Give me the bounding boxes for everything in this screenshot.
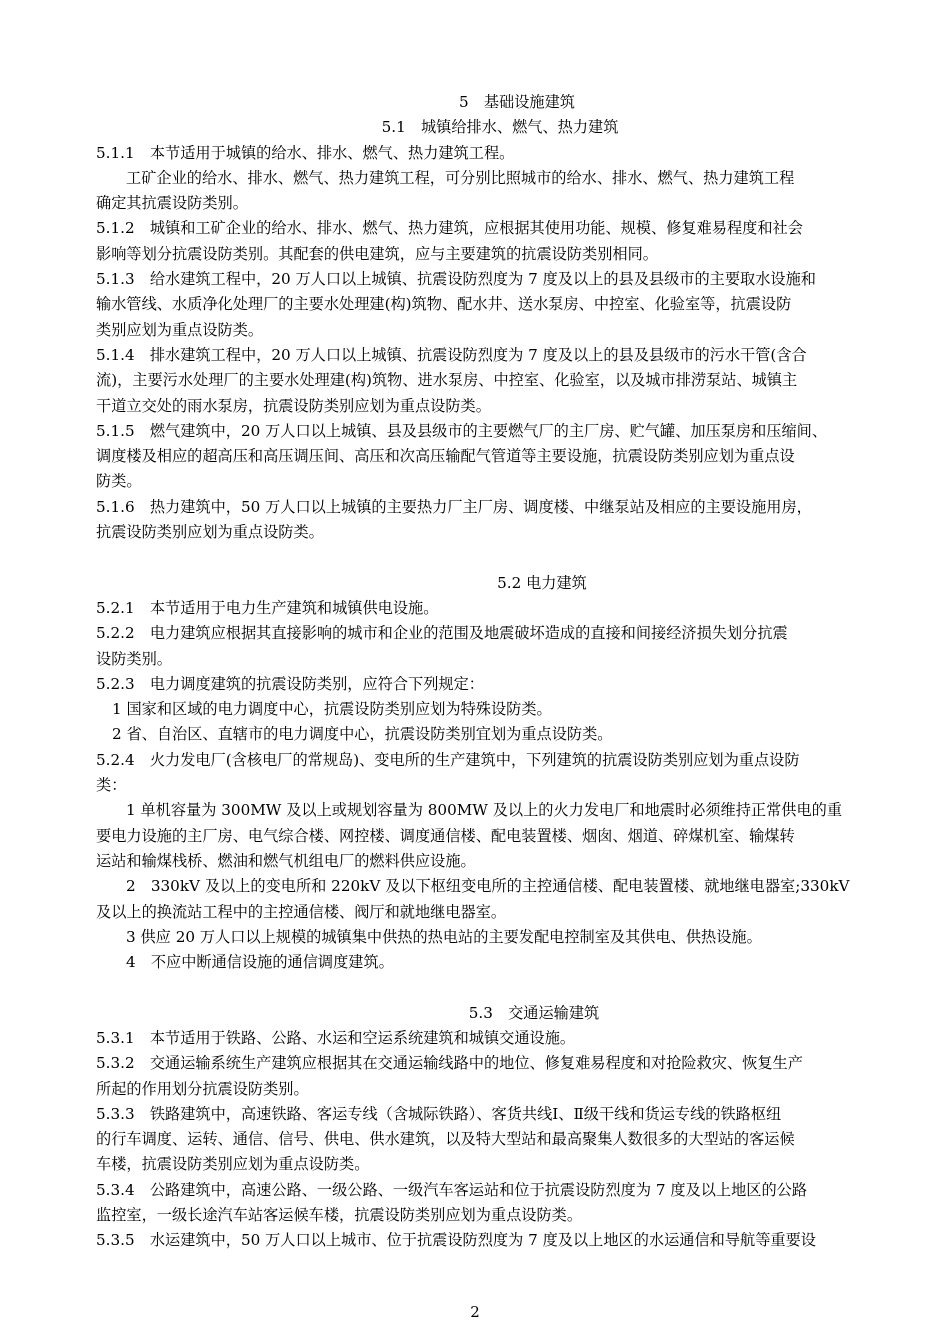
clause-line: 5.1.2 城镇和工矿企业的给水、排水、燃气、热力建筑，应根据其使用功能、规模、修复难易程度和社会 [96,219,803,238]
list-item: 4 不应中断通信设施的通信调度建筑。 [126,953,394,972]
list-item: 1 单机容量为 300MW 及以上或规划容量为 800MW 及以上的火力发电厂和地震时必须维持正常供电的重 [126,801,843,820]
clause-line: 5.1.5 燃气建筑中，20 万人口以上城镇、县及县级市的主要燃气厂的主厂房、贮气罐、加压泵房和压缩间、 [96,421,828,440]
paragraph-line: 确定其抗震设防类别。 [96,194,248,213]
clause-line: 5.1.1 本节适用于城镇的给水、排水、燃气、热力建筑工程。 [96,143,515,162]
list-item: 2 330kV 及以上的变电所和 220kV 及以下枢纽变电所的主控通信楼、配电装置楼、就地继电器室;330kV [126,877,850,896]
paragraph-line: 抗震设防类别应划为重点设防类。 [96,523,324,542]
paragraph-line: 防类。 [96,472,142,491]
paragraph-line: 类别应划为重点设防类。 [96,320,264,339]
paragraph-line: 输水管线、水质净化处理厂的主要水处理建(构)筑物、配水井、送水泵房、中控室、化验室等，抗震设防 [96,295,792,314]
clause-line: 5.3.5 水运建筑中，50 万人口以上城市、位于抗震设防烈度为 7 度及以上地区的水运通信和导航等重要设 [96,1231,816,1250]
paragraph-line: 工矿企业的给水、排水、燃气、热力建筑工程，可分别比照城市的给水、排水、燃气、热力建筑工程 [126,168,795,187]
paragraph-line: 干道立交处的雨水泵房，抗震设防类别应划为重点设防类。 [96,396,491,415]
list-item: 1 国家和区域的电力调度中心，抗震设防类别应划为特殊设防类。 [112,700,552,719]
paragraph-line: 影响等划分抗震设防类别。其配套的供电建筑，应与主要建筑的抗震设防类别相同。 [96,244,658,263]
list-item: 2 省、自治区、直辖市的电力调度中心，抗震设防类别宜划为重点设防类。 [112,725,613,744]
section-heading: 5.3 交通运输建筑 [468,1003,600,1022]
clause-line: 5.3.1 本节适用于铁路、公路、水运和空运系统建筑和城镇交通设施。 [96,1028,576,1047]
paragraph-line: 车楼，抗震设防类别应划为重点设防类。 [96,1155,370,1174]
clause-line: 5.2.2 电力建筑应根据其直接影响的城市和企业的范围及地震破坏造成的直接和间接经济损失划分抗震 [96,624,788,643]
document-body [96,90,878,1254]
paragraph-line: 所起的作用划分抗震设防类别。 [96,1079,309,1098]
clause-line: 5.2.3 电力调度建筑的抗震设防类别，应符合下列规定： [96,674,484,693]
section-heading: 5.2 电力建筑 [497,573,587,592]
section-heading: 5.1 城镇给排水、燃气、热力建筑 [381,118,619,137]
clause-line: 5.3.2 交通运输系统生产建筑应根据其在交通运输线路中的地位、修复难易程度和对抢险救灾、恢复生产 [96,1054,803,1073]
blank-line [96,545,878,570]
clause-line: 5.2.4 火力发电厂(含核电厂的常规岛)、变电所的生产建筑中，下列建筑的抗震设防类别应划为重点设防 [96,750,800,769]
blank-line [96,975,878,1000]
paragraph-line: 及以上的换流站工程中的主控通信楼、阀厅和就地继电器室。 [96,902,507,921]
paragraph-line: 要电力设施的主厂房、电气综合楼、网控楼、调度通信楼、配电装置楼、烟囱、烟道、碎煤机室、输煤转 [96,826,795,845]
clause-line: 5.1.6 热力建筑中，50 万人口以上城镇的主要热力厂主厂房、调度楼、中继泵站及相应的主要设施用房， [96,497,812,516]
list-item: 3 供应 20 万人口以上规模的城镇集中供热的热电站的主要发配电控制室及其供电、供热设施。 [126,927,762,946]
paragraph-line: 的行车调度、运转、通信、信号、供电、供水建筑，以及特大型站和最高聚集人数很多的大型站的客运候 [96,1130,795,1149]
clause-line: 5.3.3 铁路建筑中，高速铁路、客运专线（含城际铁路）、客货共线Ⅰ、Ⅱ级干线和货运专线的铁路枢纽 [96,1104,782,1123]
paragraph-line: 类： [96,776,127,795]
paragraph-line: 运站和输煤栈桥、燃油和燃气机组电厂的燃料供应设施。 [96,851,476,870]
clause-line: 5.2.1 本节适用于电力生产建筑和城镇供电设施。 [96,598,439,617]
paragraph-line: 调度楼及相应的超高压和高压调压间、高压和次高压输配气管道等主要设施，抗震设防类别应划为重点设 [96,447,795,466]
paragraph-line: 流)，主要污水处理厂的主要水处理建(构)筑物、进水泵房、中控室、化验室，以及城市排涝泵站、城镇主 [96,371,798,390]
clause-line: 5.3.4 公路建筑中，高速公路、一级公路、一级汽车客运站和位于抗震设防烈度为 7 度及以上地区的公路 [96,1180,808,1199]
chapter-heading: 5 基础设施建筑 [459,93,575,111]
clause-line: 5.1.3 给水建筑工程中，20 万人口以上城镇、抗震设防烈度为 7 度及以上的县及县级市的主要取水设施和 [96,270,816,289]
paragraph-line: 设防类别。 [96,649,172,668]
clause-line: 5.1.4 排水建筑工程中，20 万人口以上城镇、抗震设防烈度为 7 度及以上的县及县级市的污水干管(含合 [96,345,807,364]
page-number: 2 [470,1303,480,1321]
paragraph-line: 监控室，一级长途汽车站客运候车楼，抗震设防类别应划为重点设防类。 [96,1206,582,1225]
